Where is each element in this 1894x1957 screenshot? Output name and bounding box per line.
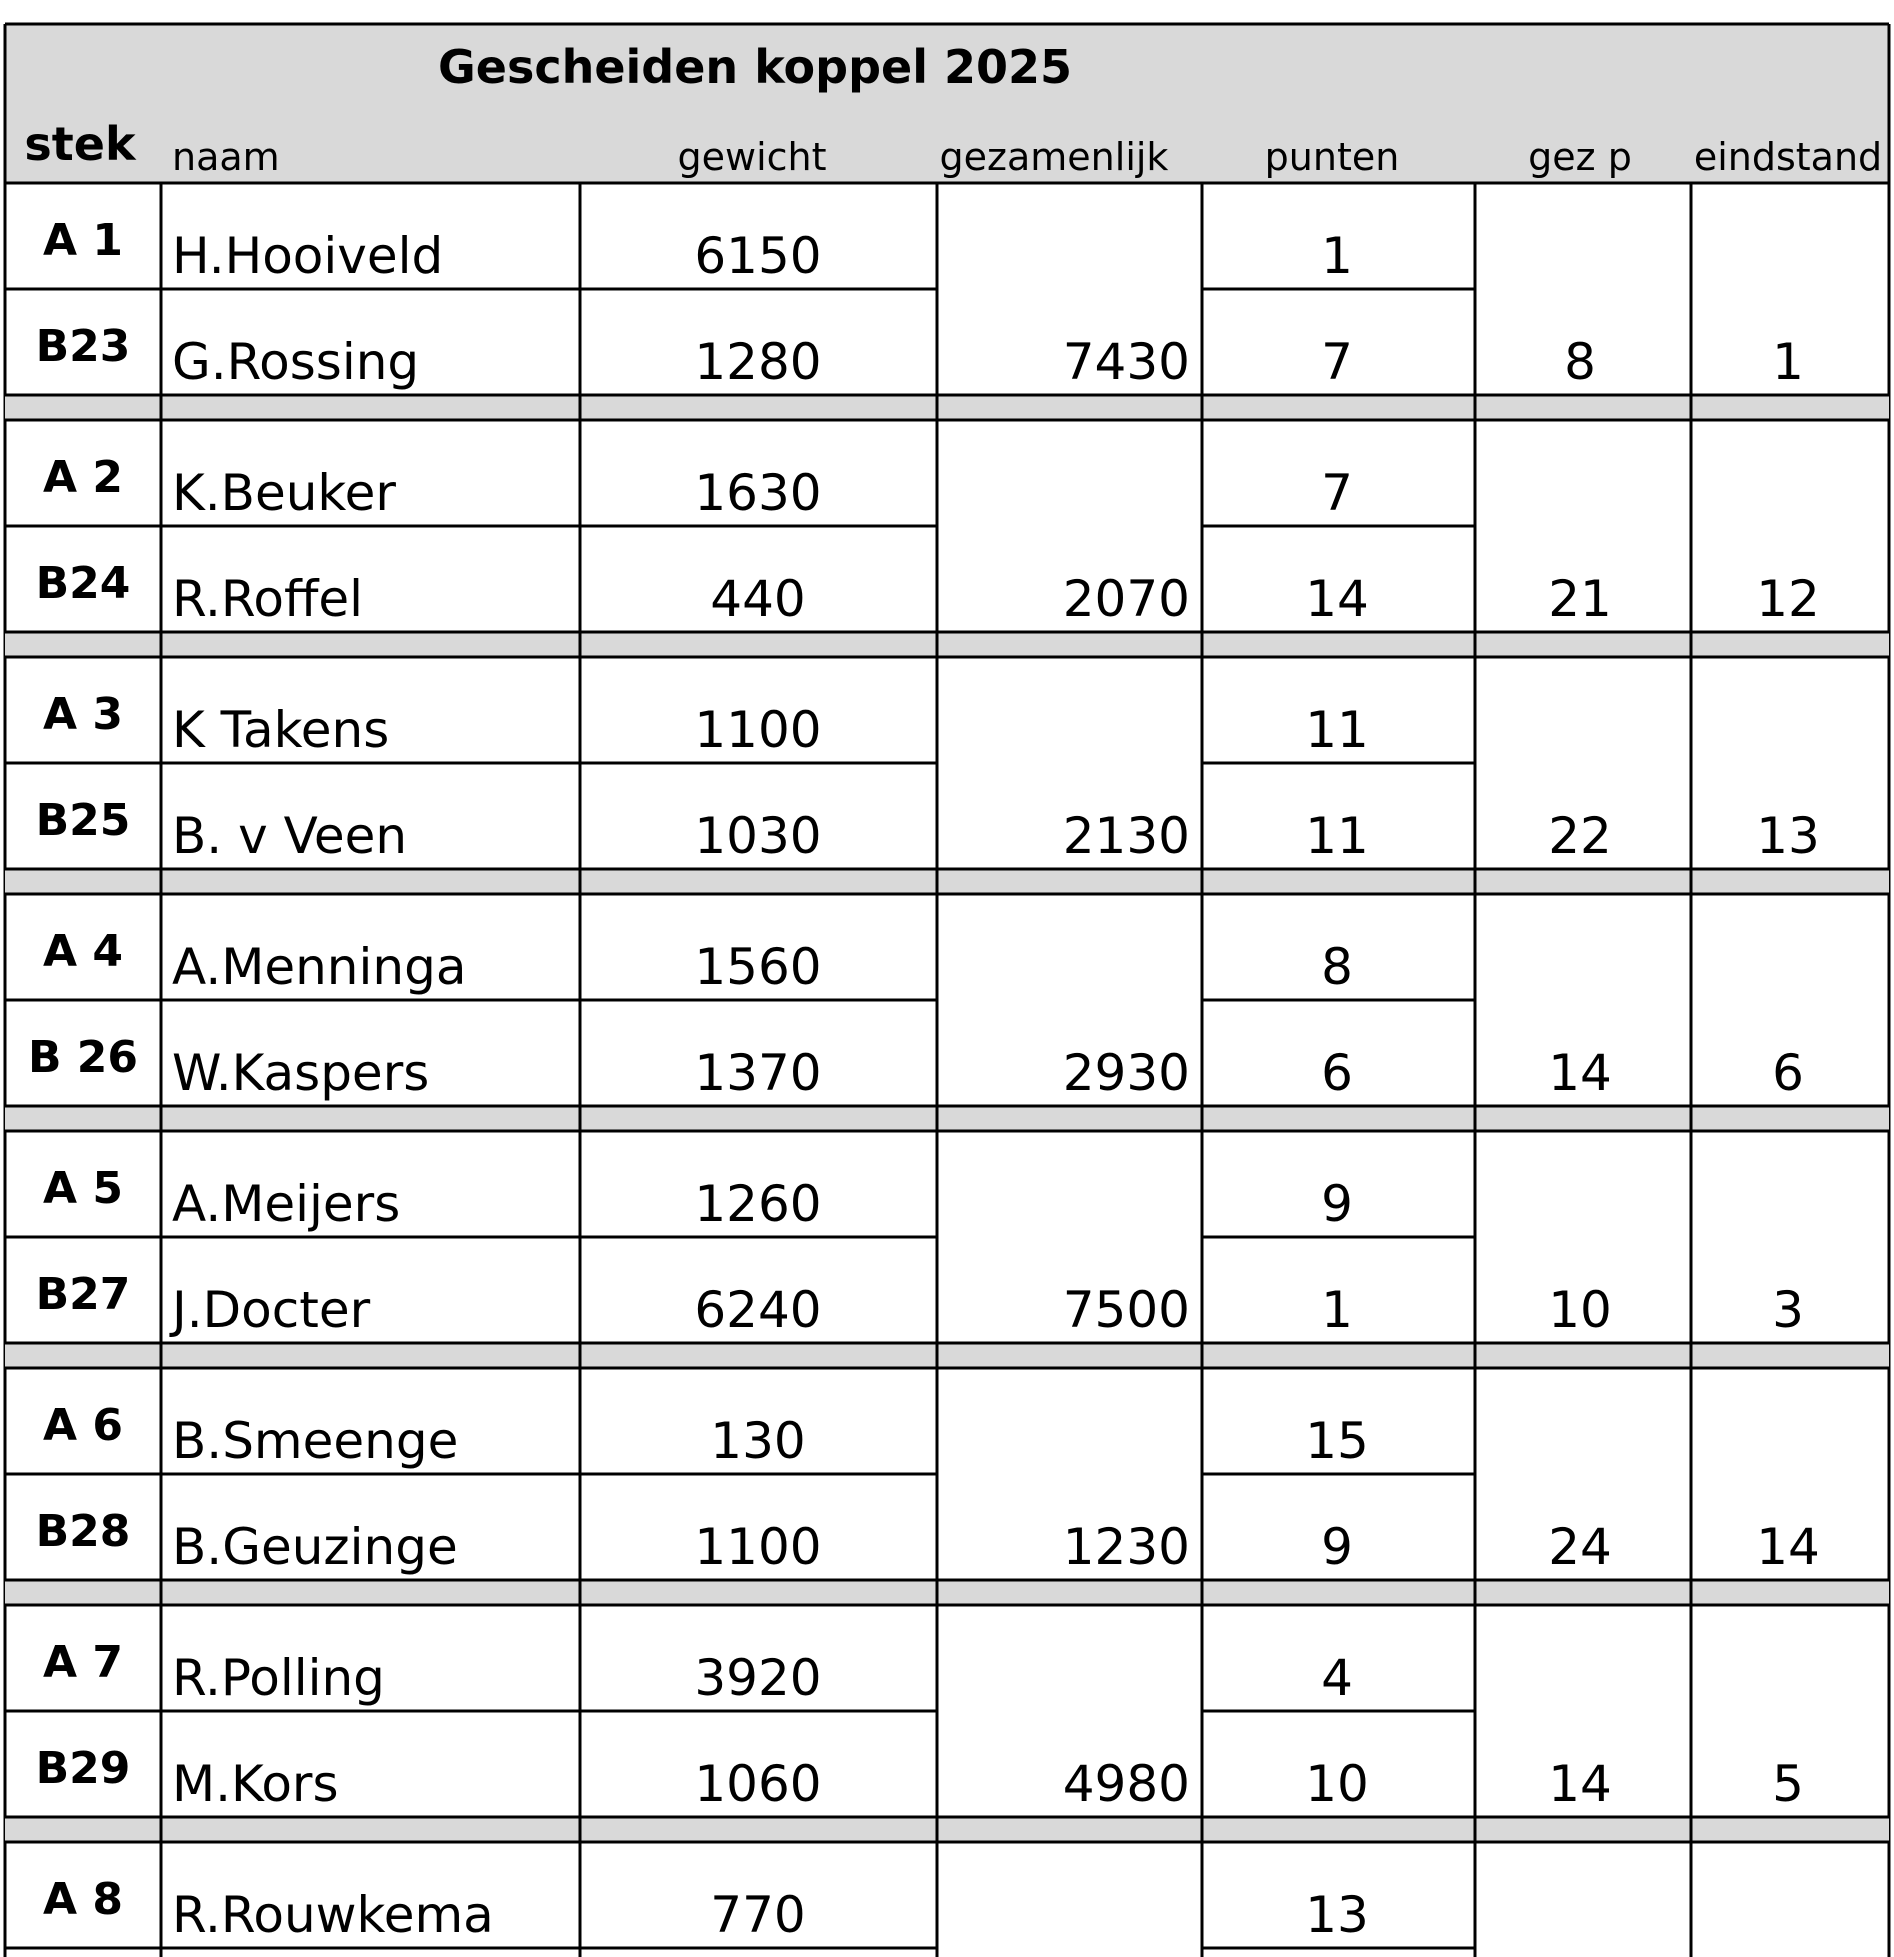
- header-stek: stek: [24, 117, 136, 171]
- page-title: Gescheiden koppel 2025: [437, 40, 1073, 94]
- stek-cell: A 5: [43, 1163, 123, 1214]
- naam-cell: A.Menninga: [172, 938, 467, 996]
- eindstand-cell: 14: [1756, 1518, 1820, 1576]
- gewicht-cell: 3920: [694, 1649, 822, 1707]
- header-eindstand: eindstand: [1693, 135, 1883, 179]
- gezamenlijk-cell: 4980: [1062, 1755, 1190, 1813]
- stek-cell: A 3: [43, 689, 123, 740]
- gezamenlijk-cell: 2130: [1062, 807, 1190, 865]
- eindstand-cell: 5: [1772, 1755, 1804, 1813]
- eindstand-cell: 1: [1772, 333, 1804, 391]
- stek-cell: B27: [35, 1269, 131, 1320]
- gezamenlijk-cell: 7500: [1062, 1281, 1190, 1339]
- stek-cell: B23: [35, 321, 131, 372]
- separator-band: [5, 1817, 1889, 1842]
- naam-cell: K.Beuker: [172, 464, 396, 522]
- header-naam: naam: [172, 135, 280, 179]
- punten-cell: 13: [1305, 1886, 1369, 1944]
- gewicht-cell: 1060: [694, 1755, 822, 1813]
- punten-cell: 15: [1305, 1412, 1369, 1470]
- gewicht-cell: 6240: [694, 1281, 822, 1339]
- stek-cell: A 7: [43, 1637, 123, 1688]
- naam-cell: R.Polling: [172, 1649, 385, 1707]
- gewicht-cell: 1260: [694, 1175, 822, 1233]
- gewicht-cell: 130: [710, 1412, 806, 1470]
- header-punten: punten: [1264, 135, 1400, 179]
- gewicht-cell: 770: [710, 1886, 806, 1944]
- naam-cell: B.Geuzinge: [172, 1518, 458, 1576]
- naam-cell: B.Smeenge: [172, 1412, 459, 1470]
- eindstand-cell: 12: [1756, 570, 1820, 628]
- gewicht-cell: 1100: [694, 701, 822, 759]
- punten-cell: 11: [1305, 701, 1369, 759]
- punten-cell: 9: [1321, 1175, 1353, 1233]
- eindstand-cell: 6: [1772, 1044, 1804, 1102]
- gez-p-cell: 14: [1548, 1755, 1612, 1813]
- naam-cell: J.Docter: [172, 1281, 371, 1339]
- naam-cell: A.Meijers: [172, 1175, 401, 1233]
- header-gewicht: gewicht: [677, 135, 827, 179]
- naam-cell: G.Rossing: [172, 333, 420, 391]
- punten-cell: 1: [1321, 1281, 1353, 1339]
- gewicht-cell: 1100: [694, 1518, 822, 1576]
- punten-cell: 6: [1321, 1044, 1353, 1102]
- eindstand-cell: 13: [1756, 807, 1820, 865]
- punten-cell: 1: [1321, 227, 1353, 285]
- stek-cell: A 6: [43, 1400, 123, 1451]
- stek-cell: B29: [35, 1743, 131, 1794]
- punten-cell: 14: [1305, 570, 1369, 628]
- punten-cell: 10: [1305, 1755, 1369, 1813]
- separator-band: [5, 1343, 1889, 1368]
- gewicht-cell: 6150: [694, 227, 822, 285]
- table-body: [5, 24, 1889, 1957]
- stek-cell: B28: [35, 1506, 131, 1557]
- eindstand-cell: 3: [1772, 1281, 1804, 1339]
- naam-cell: H.Hooiveld: [172, 227, 444, 285]
- stek-cell: A 2: [43, 452, 123, 503]
- gezamenlijk-cell: 2930: [1062, 1044, 1190, 1102]
- separator-band: [5, 632, 1889, 657]
- gewicht-cell: 1030: [694, 807, 822, 865]
- gezamenlijk-cell: 2070: [1062, 570, 1190, 628]
- naam-cell: B. v Veen: [172, 807, 408, 865]
- punten-cell: 7: [1321, 464, 1353, 522]
- stek-cell: A 8: [43, 1874, 123, 1925]
- naam-cell: R.Rouwkema: [172, 1886, 494, 1944]
- gewicht-cell: 1560: [694, 938, 822, 996]
- separator-band: [5, 1106, 1889, 1131]
- stek-cell: B25: [35, 795, 131, 846]
- gez-p-cell: 8: [1564, 333, 1596, 391]
- separator-band: [5, 869, 1889, 894]
- punten-cell: 11: [1305, 807, 1369, 865]
- gewicht-cell: 1630: [694, 464, 822, 522]
- separator-band: [5, 1580, 1889, 1605]
- stek-cell: B24: [35, 558, 131, 609]
- header-gez-p: gez p: [1528, 135, 1632, 179]
- gez-p-cell: 24: [1548, 1518, 1612, 1576]
- gez-p-cell: 14: [1548, 1044, 1612, 1102]
- gez-p-cell: 22: [1548, 807, 1612, 865]
- naam-cell: M.Kors: [172, 1755, 339, 1813]
- punten-cell: 7: [1321, 333, 1353, 391]
- gezamenlijk-cell: 7430: [1062, 333, 1190, 391]
- punten-cell: 9: [1321, 1518, 1353, 1576]
- naam-cell: K Takens: [172, 701, 390, 759]
- gewicht-cell: 1370: [694, 1044, 822, 1102]
- gewicht-cell: 440: [710, 570, 806, 628]
- gez-p-cell: 10: [1548, 1281, 1612, 1339]
- gezamenlijk-cell: 1230: [1062, 1518, 1190, 1576]
- stek-cell: A 4: [43, 926, 123, 977]
- naam-cell: W.Kaspers: [172, 1044, 430, 1102]
- stek-cell: B 26: [27, 1032, 139, 1083]
- punten-cell: 8: [1321, 938, 1353, 996]
- header-gezamenlijk: gezamenlijk: [939, 135, 1169, 179]
- separator-band: [5, 395, 1889, 420]
- punten-cell: 4: [1321, 1649, 1353, 1707]
- gewicht-cell: 1280: [694, 333, 822, 391]
- naam-cell: R.Roffel: [172, 570, 364, 628]
- stek-cell: A 1: [43, 215, 123, 266]
- gez-p-cell: 21: [1548, 570, 1612, 628]
